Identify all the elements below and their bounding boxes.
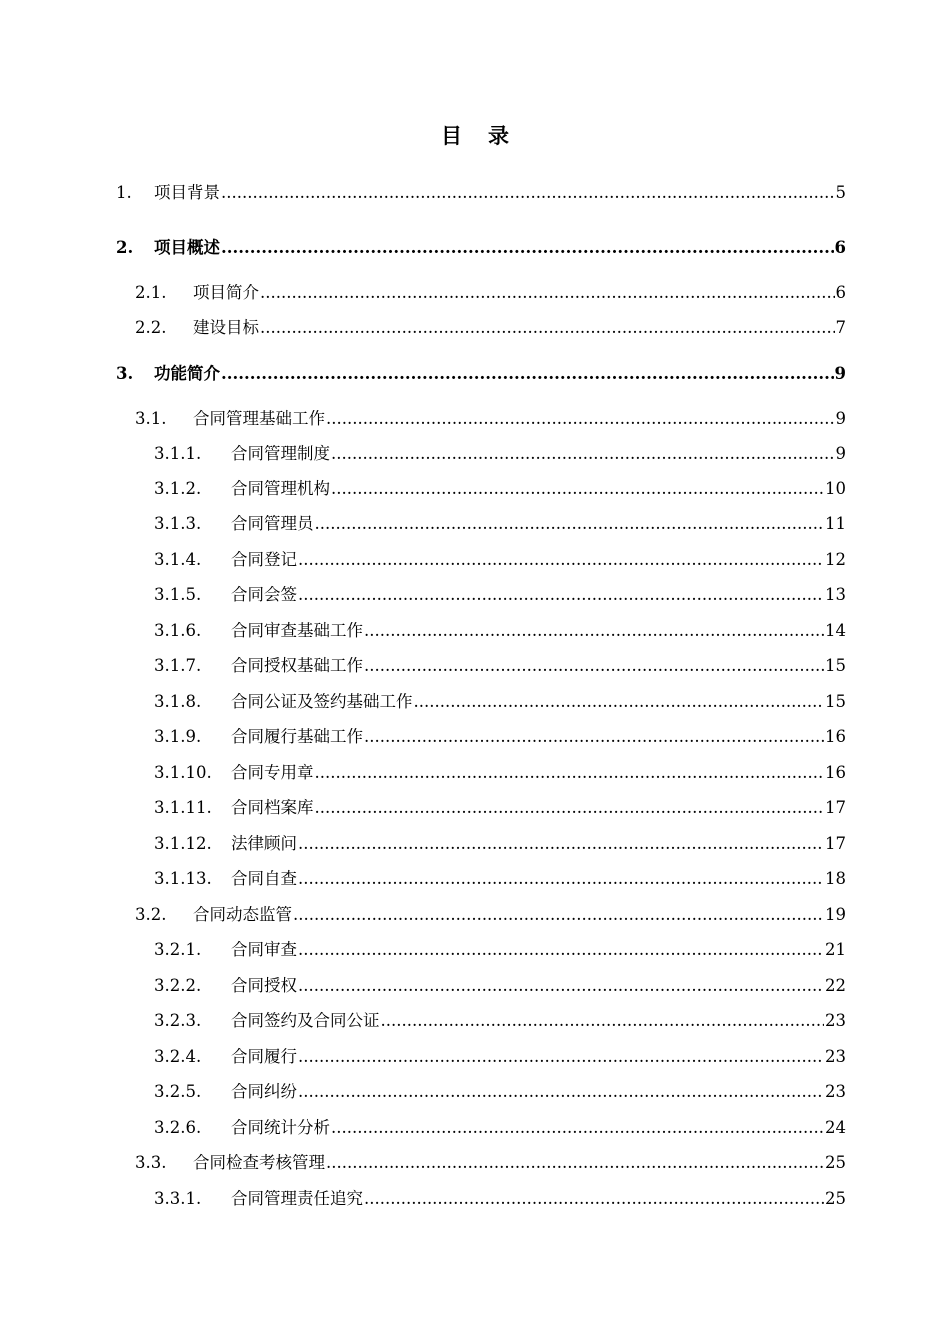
- toc-entry-title: 合同动态监管: [193, 905, 292, 924]
- toc-entry[interactable]: [0, 761, 950, 785]
- toc-entry[interactable]: [0, 867, 950, 891]
- toc-entry[interactable]: [0, 1009, 950, 1033]
- toc-dot-leader: [315, 796, 825, 820]
- toc-entry-number: 3.2.5.: [154, 1082, 202, 1101]
- toc-dot-leader: [298, 832, 824, 856]
- toc-entry[interactable]: [0, 974, 950, 998]
- toc-dot-leader: [221, 181, 835, 205]
- toc-dot-leader: [414, 690, 825, 714]
- toc-dot-leader: [331, 1116, 824, 1140]
- toc-entry-page: 11: [825, 514, 846, 533]
- toc-entry-number: 3.1.5.: [154, 585, 202, 604]
- toc-title-char-2: 录: [488, 123, 509, 148]
- toc-entry-title: 合同管理机构: [231, 479, 330, 498]
- toc-entry-number: 1.: [116, 183, 132, 202]
- toc-entry-page: 9: [835, 409, 846, 428]
- toc-dot-leader: [298, 867, 824, 891]
- toc-entry[interactable]: [0, 583, 950, 607]
- toc-entry-number: 3.1.10.: [154, 763, 212, 782]
- toc-entry-page: 6: [834, 238, 846, 257]
- toc-dot-leader: [298, 1080, 824, 1104]
- toc-entry-page: 25: [825, 1189, 846, 1208]
- toc-entry-number: 3.1.7.: [154, 656, 202, 675]
- toc-entry-title: 合同统计分析: [231, 1118, 330, 1137]
- toc-entry-number: 3.2.4.: [154, 1047, 202, 1066]
- toc-entry-page: 23: [825, 1011, 846, 1030]
- toc-entry-title: 合同自查: [231, 869, 297, 888]
- toc-entry-title: 合同管理责任追究: [231, 1189, 363, 1208]
- toc-entry[interactable]: [0, 938, 950, 962]
- toc-dot-leader: [326, 1151, 824, 1175]
- toc-entry-title: 合同档案库: [231, 798, 314, 817]
- toc-dot-leader: [260, 316, 835, 340]
- toc-entry[interactable]: [0, 1045, 950, 1069]
- toc-dot-leader: [260, 281, 835, 305]
- toc-entry-page: 15: [825, 656, 846, 675]
- toc-entry[interactable]: [0, 362, 950, 386]
- toc-entry[interactable]: [0, 725, 950, 749]
- toc-entry-page: 7: [835, 318, 846, 337]
- toc-entry-page: 16: [825, 727, 846, 746]
- toc-entry-number: 3.1.: [135, 409, 167, 428]
- toc-entry-page: 10: [825, 479, 846, 498]
- toc-dot-leader: [315, 761, 825, 785]
- toc-entry-title: 合同履行: [231, 1047, 297, 1066]
- toc-entry[interactable]: [0, 316, 950, 340]
- toc-entry[interactable]: [0, 548, 950, 572]
- toc-entry-page: 25: [825, 1153, 846, 1172]
- toc-dot-leader: [364, 654, 824, 678]
- toc-entry-title: 合同管理员: [231, 514, 314, 533]
- toc-dot-leader: [331, 442, 835, 466]
- toc-entry-title: 建设目标: [193, 318, 259, 337]
- toc-dot-leader: [364, 725, 824, 749]
- toc-entry-title: 功能简介: [154, 364, 220, 383]
- toc-entry-number: 3.1.11.: [154, 798, 212, 817]
- toc-entry-page: 22: [825, 976, 846, 995]
- toc-entry-title: 项目概述: [154, 238, 220, 257]
- toc-entry-page: 5: [835, 183, 846, 202]
- toc-dot-leader: [298, 938, 824, 962]
- toc-entry-title: 法律顾问: [231, 834, 297, 853]
- toc-entry-page: 23: [825, 1082, 846, 1101]
- toc-dot-leader: [298, 1045, 824, 1069]
- toc-entry-page: 23: [825, 1047, 846, 1066]
- toc-entry-page: 13: [825, 585, 846, 604]
- toc-entry-number: 3.3.: [135, 1153, 167, 1172]
- toc-dot-leader: [221, 362, 834, 386]
- toc-entry[interactable]: [0, 619, 950, 643]
- toc-entry-page: 9: [835, 444, 846, 463]
- toc-dot-leader: [298, 583, 824, 607]
- toc-entry-title: 合同审查基础工作: [231, 621, 363, 640]
- toc-entry[interactable]: [0, 1116, 950, 1140]
- toc-entry-number: 2.1.: [135, 283, 167, 302]
- toc-entry-title: 合同授权: [231, 976, 297, 995]
- toc-entry-title: 合同专用章: [231, 763, 314, 782]
- toc-entry-title: 合同审查: [231, 940, 297, 959]
- toc-entry-title: 合同纠纷: [231, 1082, 297, 1101]
- toc-dot-leader: [298, 974, 824, 998]
- toc-entry-number: 3.1.3.: [154, 514, 202, 533]
- toc-entry[interactable]: [0, 1187, 950, 1211]
- toc-entry[interactable]: [0, 281, 950, 305]
- toc-entry-number: 3.2.2.: [154, 976, 202, 995]
- toc-dot-leader: [331, 477, 824, 501]
- toc-entry-page: 17: [825, 798, 846, 817]
- toc-entry-title: 合同登记: [231, 550, 297, 569]
- toc-entry-page: 18: [825, 869, 846, 888]
- toc-entry-number: 3.1.6.: [154, 621, 202, 640]
- toc-entry-number: 2.: [116, 238, 134, 257]
- toc-entry-number: 3.1.4.: [154, 550, 202, 569]
- toc-dot-leader: [364, 619, 824, 643]
- toc-entry-number: 3.1.1.: [154, 444, 202, 463]
- toc-entry-title: 项目简介: [193, 283, 259, 302]
- toc-entry-number: 3.2.6.: [154, 1118, 202, 1137]
- toc-entry-number: 3.1.13.: [154, 869, 212, 888]
- toc-entry[interactable]: [0, 796, 950, 820]
- toc-entry-page: 21: [825, 940, 846, 959]
- toc-entry-number: 3.2.: [135, 905, 167, 924]
- toc-entry-number: 3.1.12.: [154, 834, 212, 853]
- toc-entry-number: 3.3.1.: [154, 1189, 202, 1208]
- toc-entry[interactable]: [0, 181, 950, 205]
- toc-entry-page: 9: [834, 364, 846, 383]
- toc-entry-page: 17: [825, 834, 846, 853]
- toc-entry-page: 19: [825, 905, 846, 924]
- toc-dot-leader: [326, 407, 835, 431]
- toc-entry-page: 14: [825, 621, 846, 640]
- toc-entry-page: 24: [825, 1118, 846, 1137]
- toc-entry-number: 3.1.2.: [154, 479, 202, 498]
- toc-dot-leader: [315, 512, 825, 536]
- toc-entry[interactable]: [0, 477, 950, 501]
- toc-entry-number: 2.2.: [135, 318, 167, 337]
- toc-entry-page: 12: [825, 550, 846, 569]
- toc-dot-leader: [298, 548, 824, 572]
- toc-entry[interactable]: [0, 690, 950, 714]
- toc-entry-title: 项目背景: [154, 183, 220, 202]
- toc-entry[interactable]: [0, 1080, 950, 1104]
- toc-entry[interactable]: [0, 512, 950, 536]
- toc-dot-leader: [221, 236, 834, 260]
- toc-entry[interactable]: [0, 1151, 950, 1175]
- toc-entry-title: 合同管理基础工作: [193, 409, 325, 428]
- toc-entry-title: 合同公证及签约基础工作: [231, 692, 413, 711]
- toc-entry-title: 合同检查考核管理: [193, 1153, 325, 1172]
- toc-entry[interactable]: [0, 654, 950, 678]
- toc-dot-leader: [293, 903, 824, 927]
- toc-entry-page: 6: [835, 283, 846, 302]
- toc-title-char-1: 目: [441, 123, 462, 148]
- toc-dot-leader: [381, 1009, 825, 1033]
- toc-entry[interactable]: [0, 442, 950, 466]
- toc-entry-title: 合同管理制度: [231, 444, 330, 463]
- toc-entry-number: 3.: [116, 364, 134, 383]
- toc-entry-title: 合同履行基础工作: [231, 727, 363, 746]
- toc-entry[interactable]: [0, 236, 950, 260]
- toc-title: [0, 120, 950, 150]
- toc-entry[interactable]: [0, 903, 950, 927]
- toc-entry-title: 合同授权基础工作: [231, 656, 363, 675]
- toc-entry[interactable]: [0, 407, 950, 431]
- toc-entry-page: 16: [825, 763, 846, 782]
- toc-entry-number: 3.1.9.: [154, 727, 202, 746]
- toc-entry[interactable]: [0, 832, 950, 856]
- toc-dot-leader: [364, 1187, 824, 1211]
- toc-entry-page: 15: [825, 692, 846, 711]
- toc-entry-number: 3.1.8.: [154, 692, 202, 711]
- toc-entry-number: 3.2.1.: [154, 940, 202, 959]
- toc-entry-number: 3.2.3.: [154, 1011, 202, 1030]
- toc-entry-title: 合同签约及合同公证: [231, 1011, 380, 1030]
- toc-entry-title: 合同会签: [231, 585, 297, 604]
